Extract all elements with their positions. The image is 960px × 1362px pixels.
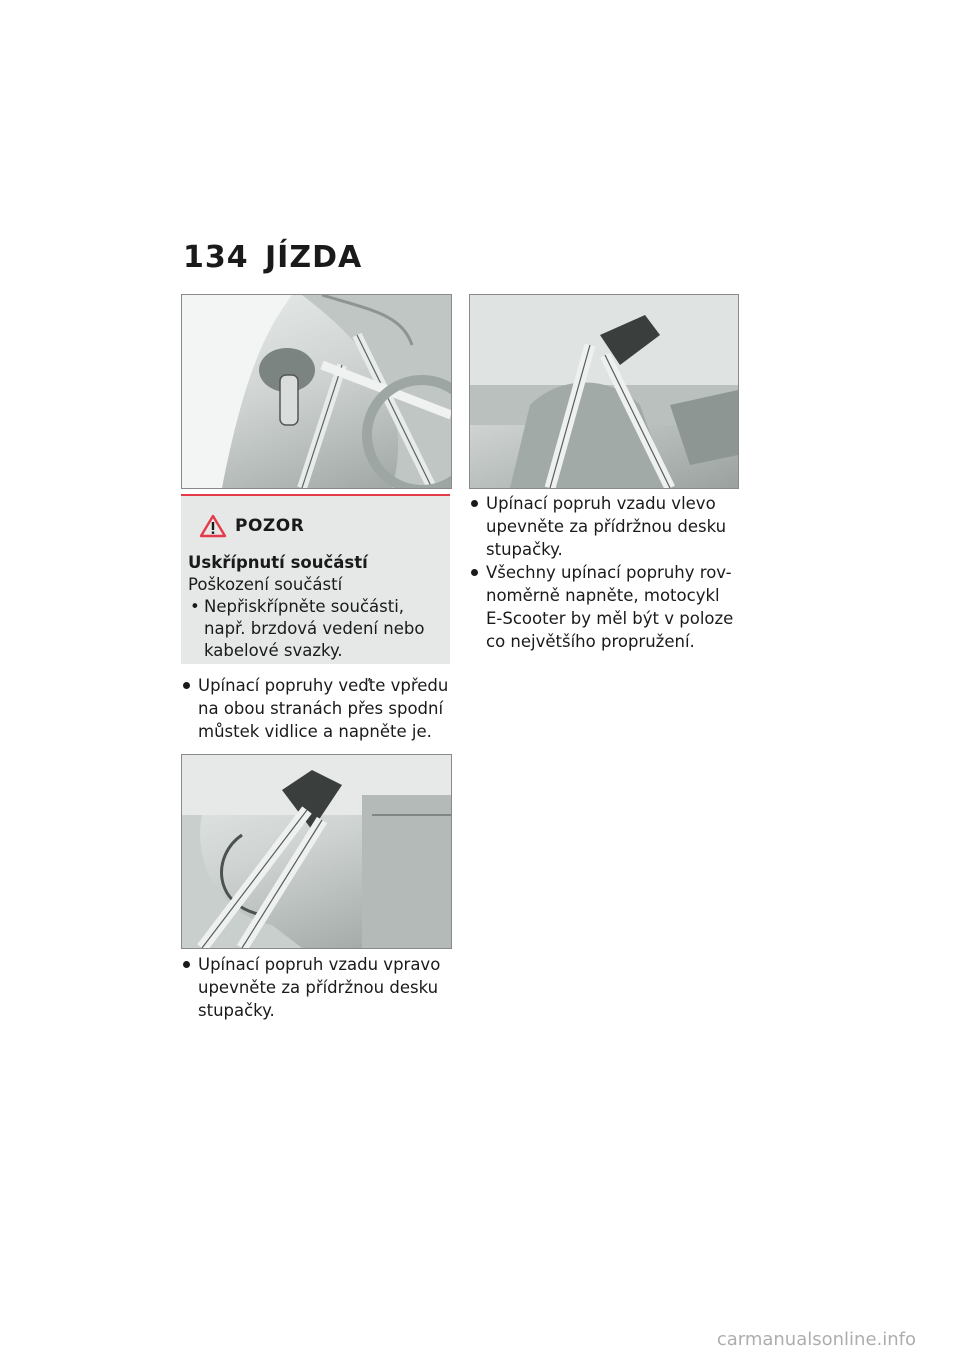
warning-heading — [199, 514, 304, 538]
section-title: JÍZDA — [265, 240, 363, 275]
list-item: Upínací popruh vzadu vlevo upevněte za přídržnou desku stupačky. — [469, 492, 741, 561]
warning-line: Poškození součástí — [188, 575, 343, 594]
step-list-left-1 — [181, 674, 453, 743]
list-item: Upínací popruh vzadu vpravo upevněte za přídržnou desku stupačky. — [181, 953, 453, 1022]
step-list-right-2 — [469, 561, 741, 653]
list-item: Všechny upínací popruhy rov-noměrně napněte, motocykl E-Scooter by měl být v poloze co největšího propružení. — [469, 561, 741, 653]
step-list-right-1 — [469, 492, 741, 561]
footer-watermark: carmanualsonline.info — [716, 1329, 916, 1350]
warning-bullets — [188, 596, 444, 662]
page-number: 134 — [183, 240, 249, 275]
list-item: Upínací popruhy veďte vpředu na obou stranách přes spodní můstek vidlice a napněte je. — [181, 674, 453, 743]
warning-box — [181, 494, 450, 664]
photo-rear-left-footrest — [469, 294, 739, 489]
warning-bullet: • Nepřiskřípněte součásti, např. brzdová vedení nebo kabelové svazky. — [188, 596, 444, 662]
warning-subtitle: Uskřípnutí součástí — [188, 553, 368, 572]
photo-rear-right-footrest — [181, 754, 452, 949]
page-header — [183, 240, 362, 275]
warning-body — [188, 552, 444, 662]
photo-front-fork-straps — [181, 294, 452, 489]
warning-title: POZOR — [235, 516, 305, 536]
step-list-left-2 — [181, 953, 453, 1022]
warning-triangle-icon — [199, 514, 227, 538]
